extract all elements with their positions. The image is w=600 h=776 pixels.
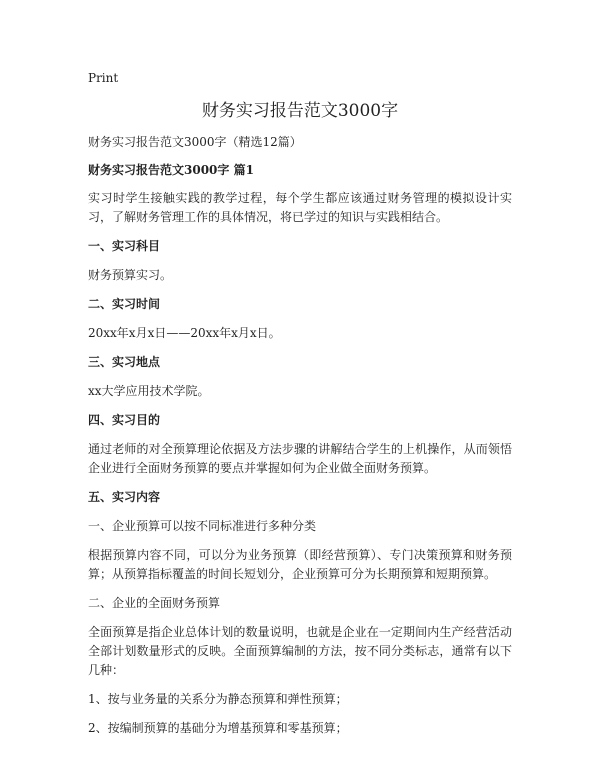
heading-subject: 一、实习科目 — [88, 239, 161, 253]
heading-time: 二、实习时间 — [88, 297, 161, 311]
heading-location: 三、实习地点 — [88, 355, 161, 369]
paragraph-comprehensive-budget: 全面预算是指企业总体计划的数量说明，也就是企业在一定期间内生产经营活动全部计划数量形式的反映。全面预算编制的方法，按不同分类标志，通常有以下几种： — [88, 625, 512, 677]
paragraph-subject: 财务预算实习。 — [88, 268, 173, 282]
paragraph-time: 20xx年x月x日——20xx年x月x日。 — [88, 326, 281, 340]
heading-content: 五、实习内容 — [88, 490, 161, 504]
print-label: Print — [88, 71, 119, 85]
subheading-comprehensive-budget: 二、企业的全面财务预算 — [88, 596, 221, 610]
paragraph-location: xx大学应用技术学院。 — [88, 384, 210, 398]
document-title: 财务实习报告范文3000字 — [201, 101, 399, 121]
heading-purpose: 四、实习目的 — [88, 413, 161, 427]
paragraph-purpose: 通过老师的对全预算理论依据及方法步骤的讲解结合学生的上机操作，从而领悟企业进行全面财务预算的要点并掌握如何为企业做全面财务预算。 — [88, 442, 512, 475]
subheading-budget-classification: 一、企业预算可以按不同标准进行多种分类 — [88, 519, 317, 533]
list-item-incremental-zero-based: 2、按编制预算的基础分为增基预算和零基预算； — [88, 721, 348, 735]
paragraph-budget-classification: 根据预算内容不同，可以分为业务预算（即经营预算）、专门决策预算和财务预算；从预算指标覆盖的时间长短划分，企业预算可分为长期预算和短期预算。 — [88, 548, 512, 581]
document-subtitle: 财务实习报告范文3000字（精选12篇） — [88, 135, 302, 149]
intro-paragraph: 实习时学生接触实践的教学过程，每个学生都应该通过财务管理的模拟设计实习，了解财务管理工作的具体情况，将已学过的知识与实践相结合。 — [88, 191, 512, 224]
list-item-static-flexible: 1、按与业务量的关系分为静态预算和弹性预算； — [88, 692, 348, 706]
section-title: 财务实习报告范文3000字 篇1 — [88, 163, 254, 177]
